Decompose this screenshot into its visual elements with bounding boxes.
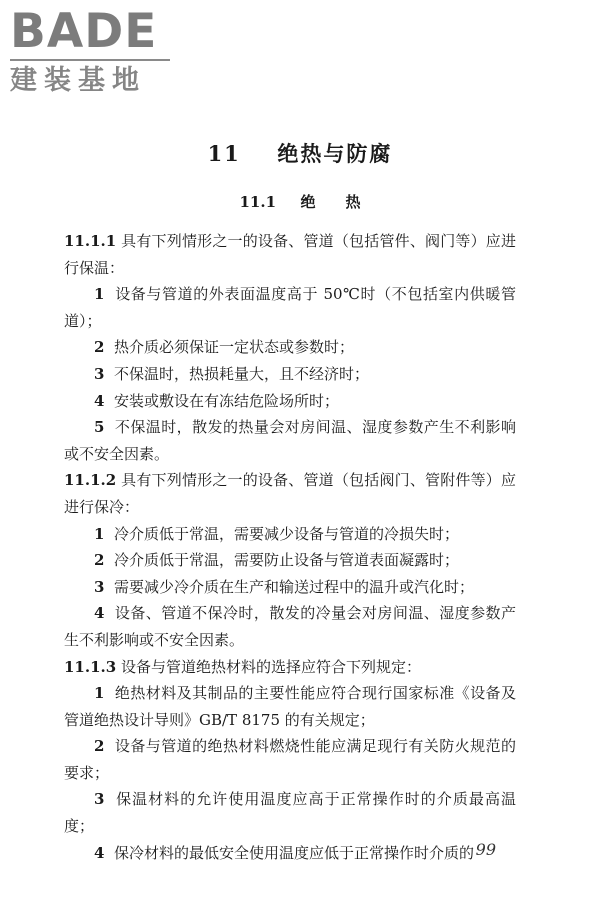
- list-item: 1 冷介质低于常温，需要减少设备与管道的冷损失时；: [94, 524, 459, 543]
- logo-divider: [10, 59, 170, 61]
- list-item: 4 安装或敷设在有冻结危险场所时；: [94, 391, 339, 410]
- section-number: 11.1: [239, 193, 277, 211]
- list-item: 4 设备、管道不保冷时，散发的冷量会对房间温、湿度参数产生不利影响或不安全因素。: [64, 604, 516, 649]
- list-item: 2 热介质必须保证一定状态或参数时；: [94, 338, 354, 357]
- list-item: 1 绝热材料及其制品的主要性能应符合现行国家标准《设备及管道绝热设计导则》GB/T 8175 的有关规定；: [64, 684, 516, 729]
- chapter-name: 绝热与防腐: [277, 141, 393, 166]
- clause-11-1-3: [64, 654, 516, 681]
- clause-number: 11.1.3: [64, 657, 117, 676]
- clause-number: 11.1.2: [64, 471, 117, 490]
- list-item: 4 保冷材料的最低安全使用温度应低于正常操作时介质的: [94, 843, 474, 862]
- clause-11-1-2: [64, 467, 516, 520]
- clause-11-1-1: [64, 228, 516, 281]
- clause-text: 设备与管道绝热材料的选择应符合下列规定：: [120, 657, 421, 676]
- chapter-title: [0, 138, 600, 168]
- section-title: [0, 191, 600, 212]
- chapter-number: 11: [207, 141, 241, 166]
- clause-number: 11.1.1: [64, 232, 117, 250]
- list-item: 2 设备与管道的绝热材料燃烧性能应满足现行有关防火规范的要求；: [64, 737, 516, 782]
- clause-text: 具有下列情形之一的设备、管道（包括管件、阀门等）应进行保温：: [64, 232, 516, 277]
- section-name-part2: 热: [345, 193, 361, 211]
- page-number: 99: [475, 840, 496, 859]
- logo-brand: BADE: [10, 4, 158, 59]
- list-item: 1 设备与管道的外表面温度高于 50℃时（不包括室内供暖管道）；: [64, 285, 516, 330]
- logo: [10, 6, 175, 96]
- list-item: 3 保温材料的允许使用温度应高于正常操作时的介质最高温度；: [64, 790, 516, 836]
- body-text: [64, 228, 516, 866]
- section-name-part1: 绝: [300, 193, 316, 211]
- list-item: 3 需要减少冷介质在生产和输送过程中的温升或汽化时；: [94, 577, 474, 596]
- logo-subtitle: 建装基地: [10, 65, 146, 96]
- list-item: 3 不保温时，热损耗量大，且不经济时；: [94, 364, 369, 383]
- list-item: 5 不保温时，散发的热量会对房间温、湿度参数产生不利影响或不安全因素。: [64, 418, 516, 463]
- list-item: 2 冷介质低于常温，需要防止设备与管道表面凝露时；: [94, 551, 459, 570]
- clause-text: 具有下列情形之一的设备、管道（包括阀门、管附件等）应进行保冷：: [64, 471, 516, 516]
